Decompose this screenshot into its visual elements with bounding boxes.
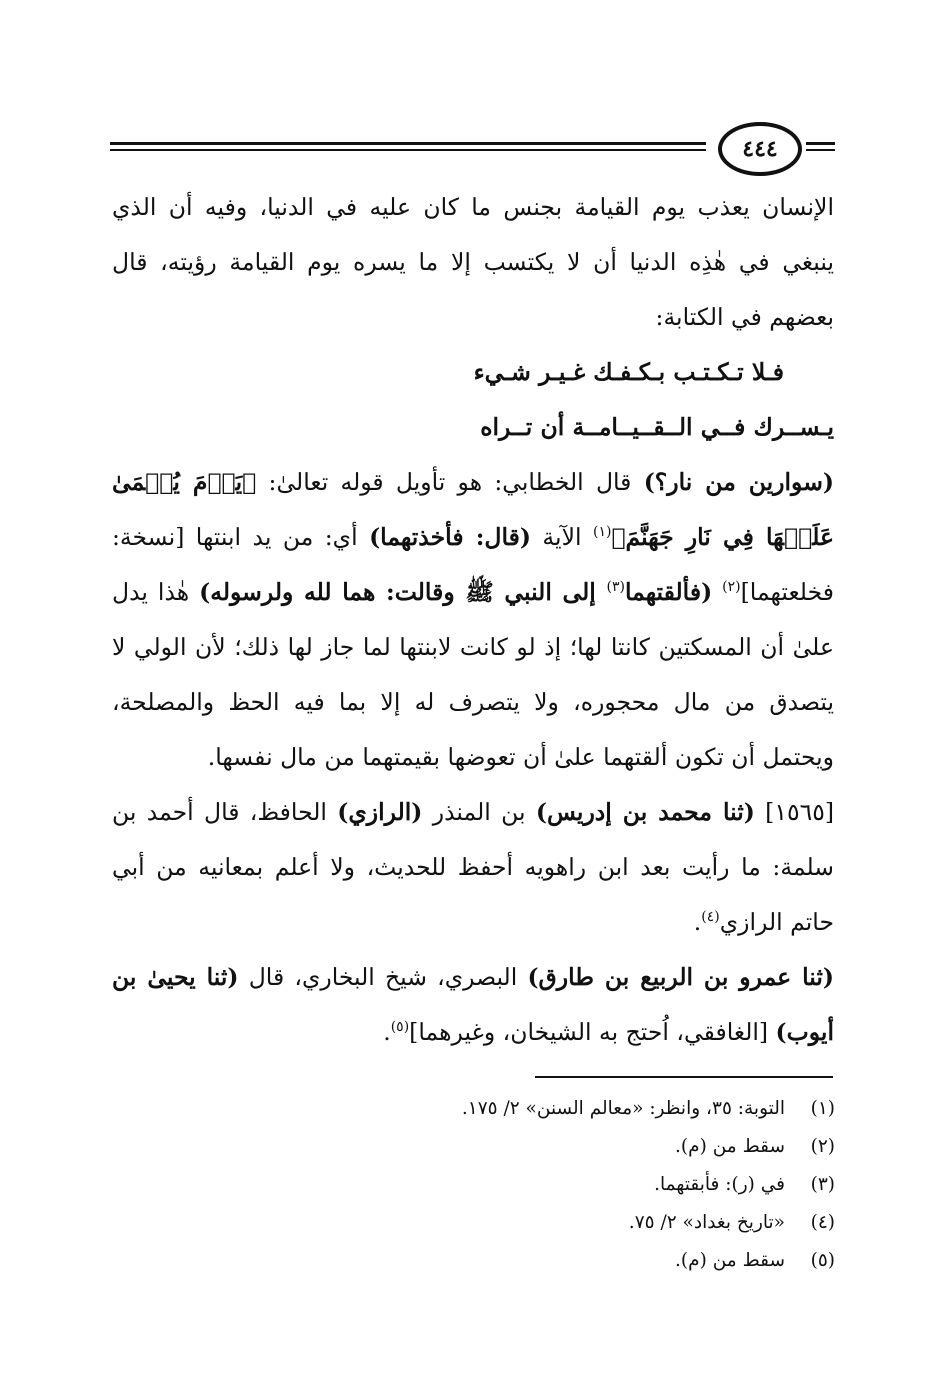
- footnote-number: (٤): [810, 1212, 835, 1233]
- footnote-number: (٥): [810, 1250, 835, 1271]
- text-run: هٰذا يدل علىٰ أن المسكتين كانتا لها؛ إذ لو كانت لابنتها لما جاز لها ذلك؛ لأن الولي لا يتصدق من مال محجوره، ولا يتصرف له إلا بما فيه الحظ والمصلحة، ويحتمل أن تكون ألقتهما علىٰ أن تعوضها بقيمتهما من مال نفسها.: [112, 578, 834, 771]
- narrator-phrase: (ثنا عمرو بن الربيع بن طارق): [527, 963, 834, 991]
- text-run: البصري، شيخ البخاري، قال: [238, 963, 528, 991]
- footnote-ref-4[interactable]: (٤): [701, 909, 720, 926]
- footnote-item: [400, 1204, 835, 1242]
- quoted-phrase: (قال: فأخذتهما): [369, 523, 531, 551]
- footnote-text: «تاريخ بغداد» ٢/ ٧٥.: [628, 1212, 785, 1233]
- page-header: [110, 118, 835, 178]
- footnote-item: [400, 1166, 835, 1204]
- footnote-item: [400, 1090, 835, 1128]
- quoted-phrase: (سوارين من نار؟): [643, 468, 835, 496]
- footnote-ref-1[interactable]: (١): [592, 524, 612, 541]
- footnote-separator: [535, 1076, 833, 1078]
- header-rule-thick-left: [110, 142, 706, 145]
- quoted-phrase: (فألقتهما: [624, 578, 713, 606]
- text-run: [712, 578, 722, 606]
- footnotes: [400, 1090, 835, 1280]
- footnote-ref-3[interactable]: (٣): [606, 579, 625, 596]
- footnote-number: (٢): [810, 1136, 835, 1157]
- footnote-item: [400, 1242, 835, 1280]
- footnote-text: في (ر): فأبقتهما.: [654, 1174, 785, 1195]
- text-run: أي: من يد ابنتها [نسخة: فخلعتهما]: [112, 523, 834, 606]
- narrator-phrase: (الرازي): [337, 798, 423, 826]
- footnote-item: [400, 1128, 835, 1166]
- text-run: قال الخطابي: هو تأويل قوله تعالىٰ:: [256, 468, 644, 496]
- footnote-ref-5[interactable]: (٥): [390, 1019, 410, 1036]
- text-run: بن المنذر: [422, 798, 536, 826]
- narrator-phrase: (ثنا محمد بن إدريس): [535, 798, 755, 826]
- footnote-ref-2[interactable]: (٢): [722, 579, 741, 596]
- text-run: الآية: [530, 523, 593, 551]
- header-rule-thick-right: [806, 142, 835, 145]
- main-text: [112, 180, 834, 1060]
- hadith-number: [١٥٦٥]: [754, 798, 835, 826]
- footnote-text: سقط من (م).: [675, 1250, 785, 1271]
- paragraph-commentary: [112, 455, 834, 785]
- text-run: .: [383, 1018, 391, 1046]
- narrator-phrase: (ثنا يحيىٰ بن أيوب): [112, 963, 834, 1046]
- quran-verse: ﴿يَوۡمَ يُحۡمَىٰ عَلَيۡهَا فِي نَارِ جَهَنَّمَ﴾: [112, 468, 834, 551]
- text-run: [الغافقي، اُحتج به الشيخان، وغيرهما]: [409, 1018, 776, 1046]
- verse-line-2: يـســرك فــي الــقــيــامــة أن تــراه: [480, 413, 834, 441]
- paragraph-narrators: [112, 950, 834, 1060]
- footnote-number: (٣): [810, 1174, 835, 1195]
- paragraph-hadith-1565: [112, 785, 834, 950]
- text-run: الحافظ، قال أحمد بن سلمة: ما رأيت بعد ابن راهويه أحفظ للحديث، ولا أعلم بمعانيه من أبي حاتم الرازي: [112, 798, 834, 936]
- quoted-phrase: إلى النبي ﷺ وقالت: هما لله ولرسوله): [199, 578, 607, 606]
- paragraph-intro: الإنسان يعذب يوم القيامة بجنس ما كان عليه في الدنيا، وفيه أن الذي ينبغي في هٰذِه الدنيا أن لا يكتسب إلا ما يسره يوم القيامة رؤيته، قال بعضهم في الكتابة:: [112, 193, 834, 331]
- footnote-number: (١): [810, 1098, 835, 1119]
- header-rule-thin-right: [806, 149, 835, 151]
- footnote-text: سقط من (م).: [675, 1136, 785, 1157]
- header-rule-thin-left: [110, 149, 706, 151]
- text-run: .: [693, 908, 702, 936]
- verse-line-1: فـلا تـكـتـب بـكـفـك غـيـر شـيء: [473, 358, 784, 386]
- footnote-text: التوبة: ٣٥، وانظر: «معالم السنن» ٢/ ١٧٥.: [461, 1098, 785, 1119]
- page-number: ٤٤٤: [718, 122, 802, 176]
